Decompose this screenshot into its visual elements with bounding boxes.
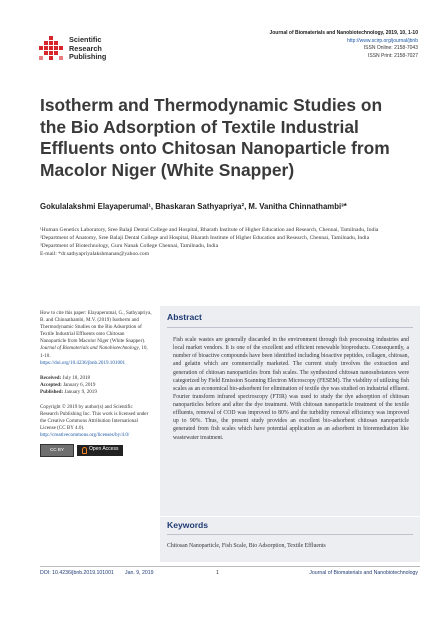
open-access-badge[interactable] <box>77 445 123 456</box>
journal-header <box>218 30 418 60</box>
open-lock-icon <box>82 447 87 454</box>
how-to-cite <box>40 310 152 360</box>
footer-doi[interactable]: DOI: 10.4236/jbnb.2019.101001 <box>40 570 114 576</box>
publisher-name-line: Publishing <box>69 52 107 61</box>
accepted-label: Accepted: <box>40 381 62 388</box>
cc-by-badge[interactable]: CC BY <box>40 444 74 457</box>
journal-url-link[interactable]: http://www.scirp.org/journal/jbnb <box>347 37 418 44</box>
received-value: July 18, 2018 <box>62 374 91 381</box>
publisher-name-line: Research <box>69 43 102 53</box>
published-date <box>40 389 152 396</box>
article-sidebar <box>40 310 152 457</box>
accepted-date <box>40 382 152 389</box>
how-to-cite-volume: , 10, 1-10. <box>40 345 148 359</box>
affiliation: ²Department of Anatomy, Sree Balaji Dental College and Hospital, Bharath Institute of Higher Education and Research, Chennai, Tamilnadu, India <box>40 235 370 242</box>
open-access-label: Open Access <box>89 446 119 453</box>
corresponding-email[interactable]: E-mail: *dr.sathyapriyalakshmanan@yahoo.com <box>40 251 150 258</box>
abstract-divider <box>167 327 413 328</box>
footer-divider <box>40 566 420 567</box>
abstract-section <box>160 306 420 516</box>
author-list: Gokulalakshmi Elayaperumal¹, Bhaskaran Sathyapriya², M. Vanitha Chinnathambi³* <box>40 202 347 211</box>
published-value: January 9, 2019 <box>64 388 97 395</box>
received-date <box>40 375 152 382</box>
abstract-body: Fish scale wastes are generally discarded in the environment through fish processing industries and local market vendors. It is one of the excellent and efficient renewable bioproducts. Consequently, a number of bioactive compounds have been identified including bioactive peptides, collagen, chitosan, and gelatin which are commercially marketed. The current study involves the extraction and generation of chitosan nanoparticles from fish scales. The synthesized chitosan nanosubstances were categorized by Field Emission Scanning Electron Microscopy (FESEM). The viability of utilizing fish scales as an economical bio-adsorbent for elimination of textile dye was studied on industrial effluent. Fourier transform infrared spectroscopy (FTIR) was used to study the dye adsorption of chitosan nanoparticles before and after the dye treatment. With chitosan nanoparticle treatment of the textile effluents, removal of COD was improved to 80% and the turbidity removal efficiency was improved up to 90%. Thus, the present study provides an excellent bio-adsorbent chitosan nanoparticle generated from fish scales which have potential application as an adsorbent in bioremediation like wastewater treatment. <box>173 337 409 441</box>
footer-date: Jan. 9, 2019 <box>125 570 154 576</box>
issn-online: ISSN Online: 2158-7043 <box>363 45 418 51</box>
published-label: Published: <box>40 388 64 395</box>
keywords-divider <box>167 534 413 535</box>
how-to-cite-text: How to cite this paper: Elayaperumal, G., Sathyapriya, B. and Chinnathambi, M.V. (2019) Isotherm and Thermodynamic Studies on the Bio Adsorption of Textile Industrial Effluents onto Chitosan Nanoparticle from Macolor Niger (White Snapper). <box>40 310 152 345</box>
publisher-name <box>69 36 106 62</box>
publisher-name-line: Scientific <box>69 35 102 44</box>
publisher-logo-icon <box>36 35 66 65</box>
license-badges <box>40 444 152 457</box>
issn-print: ISSN Print: 2158-7027 <box>367 52 418 59</box>
affiliations <box>40 226 422 258</box>
publisher-logo <box>36 33 146 67</box>
footer-journal: Journal of Biomaterials and Nanobiotechnology <box>309 570 418 576</box>
accepted-value: January 6, 2019 <box>63 381 96 388</box>
how-to-cite-journal: Journal of Biomaterials and Nanobiotechnology <box>40 345 139 352</box>
license-link[interactable]: http://creativecommons.org/licenses/by/4.0/ <box>40 432 130 439</box>
abstract-heading: Abstract <box>167 312 202 322</box>
article-title: Isotherm and Thermodynamic Studies on the Bio Adsorption of Textile Industrial Effluents onto Chitosan Nanoparticle from Macolor Niger (White Snapper) <box>40 95 390 180</box>
copyright-notice: Copyright © 2019 by author(s) and Scientific Research Publishing Inc. This work is licensed under the Creative Commons Attribution International License (CC BY 4.0). <box>40 404 149 432</box>
keywords-heading: Keywords <box>167 520 209 530</box>
affiliation: ³Department of Biotechnology, Guru Nanak College Chennai, Tamilnadu, India <box>40 243 219 250</box>
received-label: Received: <box>40 374 62 381</box>
affiliation: ¹Human Genetics Laboratory, Sree Balaji Dental College and Hospital, Bharath Institute of Higher Education and Research, Chennai, Tamilnadu, India <box>40 227 379 233</box>
page-number: 1 <box>216 570 219 576</box>
journal-citation: Journal of Biomaterials and Nanobiotechnology, 2019, 10, 1-10 <box>269 30 418 36</box>
doi-link[interactable]: https://doi.org/10.4236/jbnb.2019.101001 <box>40 359 126 366</box>
keywords-section <box>160 517 420 562</box>
keywords-list: Chitosan Nanoparticle, Fish Scale, Bio Adsorption, Textile Effluents <box>167 543 326 549</box>
